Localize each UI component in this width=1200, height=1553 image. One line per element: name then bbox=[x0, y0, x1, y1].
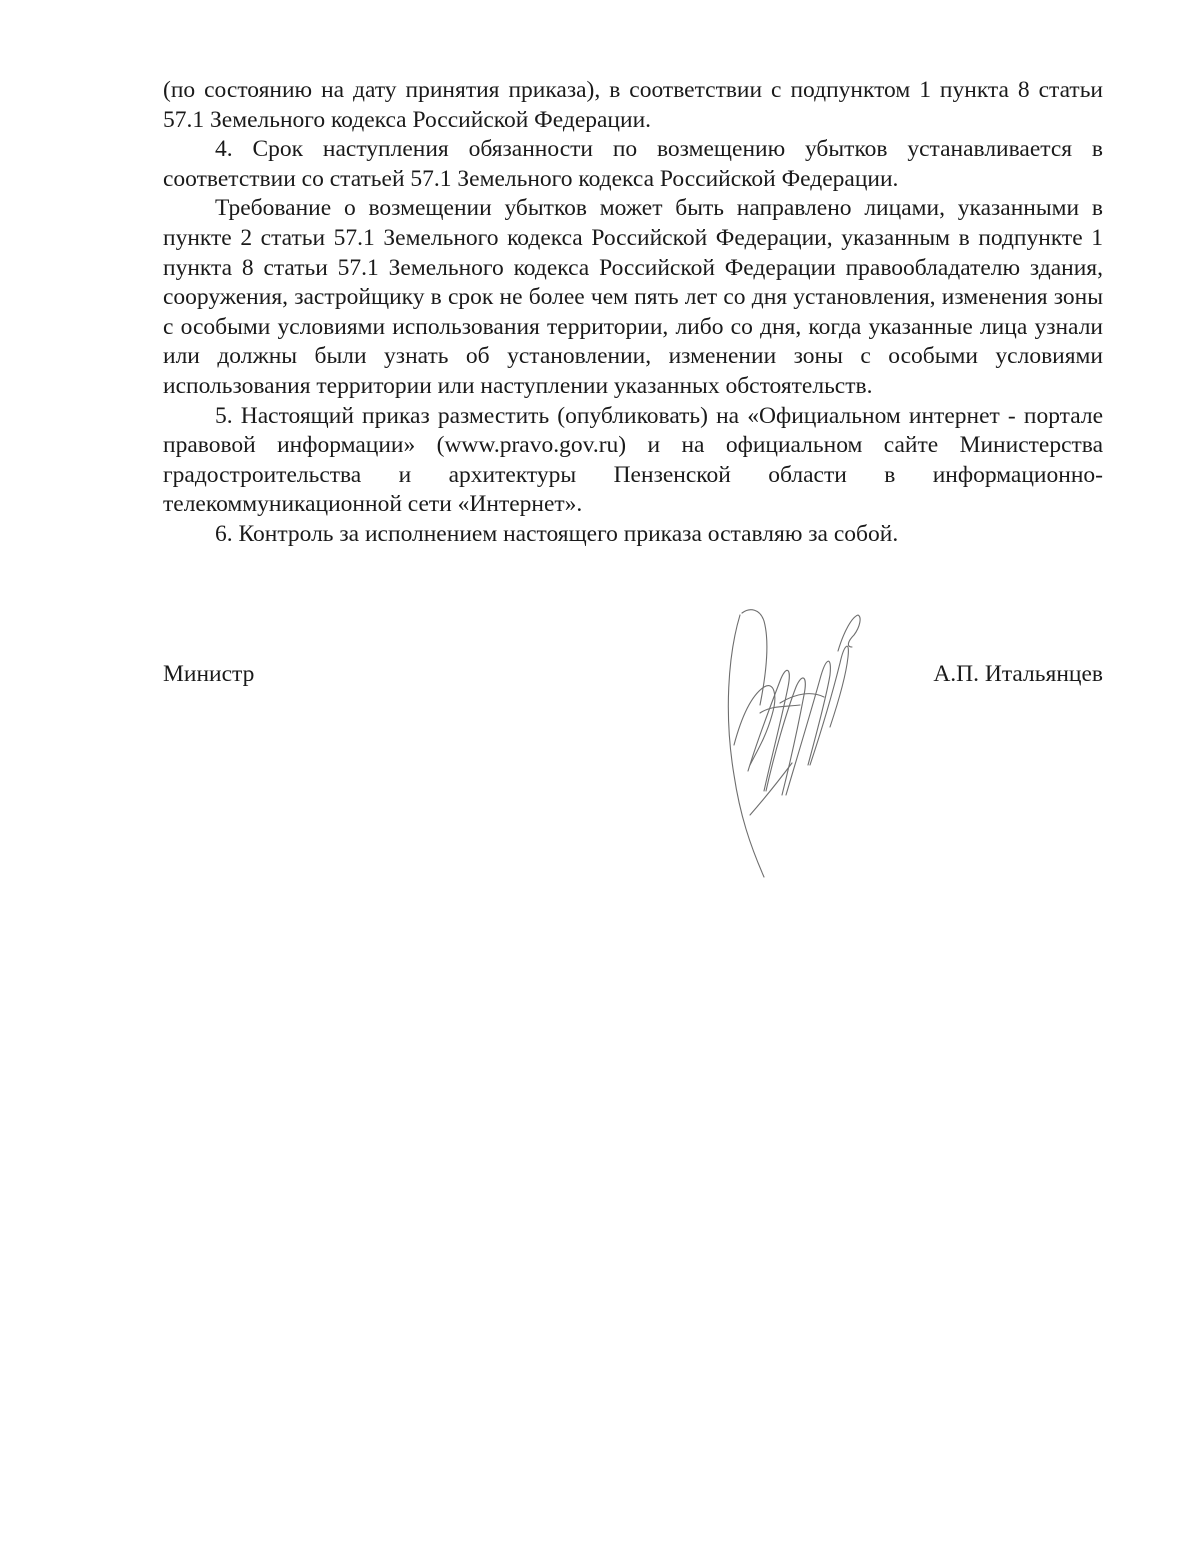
paragraph-item-4: 4. Срок наступления обязанности по возмещению убытков устанавливается в соответствии со статьей 57.1 Земельного кодекса Российской Федерации. bbox=[163, 136, 1103, 192]
paragraph-item-6: 6. Контроль за исполнением настоящего приказа оставляю за собой. bbox=[215, 520, 899, 547]
signatory-role: Министр bbox=[163, 661, 255, 687]
signature-block bbox=[163, 660, 1103, 700]
signatory-name: А.П. Итальянцев bbox=[933, 661, 1103, 687]
paragraph-continuation: (по состоянию на дату принятия приказа), в соответствии с подпунктом 1 пункта 8 статьи 57.1 Земельного кодекса Российской Федерации. bbox=[163, 77, 1103, 133]
document-body bbox=[163, 76, 1103, 550]
paragraph-item-5: 5. Настоящий приказ разместить (опубликовать) на «Официальном интернет - портале правовой информации» (www.pravo.gov.ru) и на официальном сайте Министерства градостроительства и архитектуры Пензенской области в информационно-телекоммуникационной сети «Интернет». bbox=[163, 402, 1103, 518]
handwritten-signature bbox=[720, 595, 870, 885]
paragraph-damages-claim: Требование о возмещении убытков может быть направлено лицами, указанными в пункте 2 статьи 57.1 Земельного кодекса Российской Федерации, указанным в подпункте 1 пункта 8 статьи 57.1 Земельного кодекса Российской Федерации правообладателю здания, сооружения, застройщику в срок не более чем пять лет со дня установления, изменения зоны с особыми условиями использования территории, либо со дня, когда указанные лица узнали или должны были узнать об установлении, изменении зоны с особыми условиями использования территории или наступлении указанных обстоятельств. bbox=[163, 195, 1103, 399]
